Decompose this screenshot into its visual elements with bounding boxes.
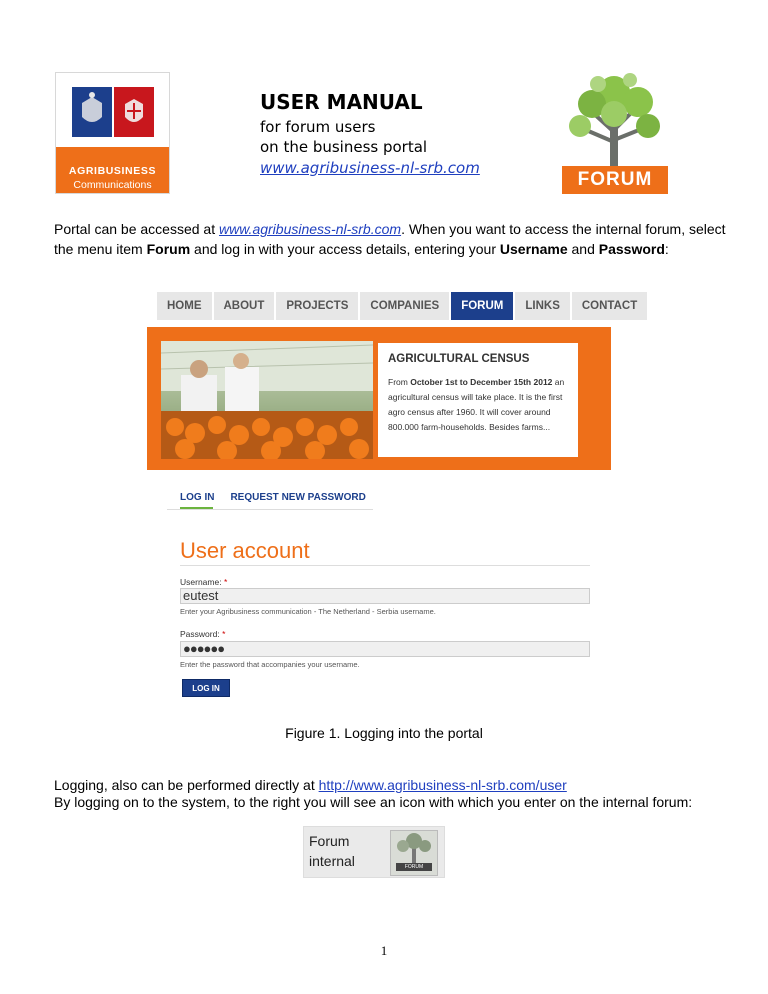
- user-account-title: User account: [180, 538, 310, 563]
- tabs-divider: [167, 509, 373, 510]
- username-input[interactable]: eutest: [180, 588, 590, 604]
- tree-icon: [552, 72, 668, 168]
- news-title: AGRICULTURAL CENSUS: [388, 353, 530, 365]
- document-title: USER MANUAL: [260, 90, 423, 114]
- nav-item-links[interactable]: LINKS: [515, 292, 570, 320]
- forum-internal-button[interactable]: [303, 826, 445, 878]
- figure-caption: Figure 1. Logging into the portal: [285, 725, 483, 741]
- intro-paragraph: Portal can be accessed at www.agribusiness-nl-srb.com. When you want to access the internal forum, select the menu item Forum and log in with your access details, entering your Username and Password:: [54, 221, 726, 257]
- direct-login-paragraph: Logging, also can be performed directly at http://www.agribusiness-nl-srb.com/user: [54, 777, 567, 793]
- forum-internal-label-1: Forum: [309, 833, 350, 849]
- forum-logo: [552, 72, 668, 194]
- forum-icon-badge: FORUM: [396, 863, 432, 871]
- portal-link[interactable]: www.agribusiness-nl-srb.com: [260, 159, 480, 177]
- serbia-coat-of-arms-icon: [114, 87, 154, 137]
- form-divider: [180, 565, 590, 566]
- username-label: Username: *: [180, 577, 228, 587]
- nav-item-forum[interactable]: FORUM: [451, 292, 513, 320]
- user-login-link[interactable]: http://www.agribusiness-nl-srb.com/user: [318, 777, 567, 793]
- logo-text-agribusiness: AGRIBUSINESS: [68, 165, 157, 177]
- logo-text-communications: Communications: [73, 179, 152, 191]
- login-tabs: [180, 492, 382, 503]
- password-input[interactable]: ●●●●●●: [180, 641, 590, 657]
- forum-tree-icon: [390, 830, 438, 876]
- username-help: Enter your Agribusiness communication - The Netherland - Serbia username.: [180, 607, 436, 616]
- intro-portal-link[interactable]: www.agribusiness-nl-srb.com: [219, 221, 402, 237]
- netherlands-coat-of-arms-icon: [72, 87, 112, 137]
- forum-internal-label-2: internal: [309, 853, 355, 869]
- password-help: Enter the password that accompanies your username.: [180, 660, 360, 669]
- tab-request-new-password[interactable]: REQUEST NEW PASSWORD: [230, 492, 366, 503]
- nav-item-companies[interactable]: COMPANIES: [360, 292, 449, 320]
- nav-item-about[interactable]: ABOUT: [214, 292, 275, 320]
- nav-item-contact[interactable]: CONTACT: [572, 292, 647, 320]
- news-card: [378, 343, 578, 457]
- nav-item-home[interactable]: HOME: [157, 292, 212, 320]
- document-subtitle-1: for forum users: [260, 118, 376, 136]
- page-number: 1: [380, 943, 388, 958]
- agribusiness-logo: [55, 72, 170, 194]
- nav-item-projects[interactable]: PROJECTS: [276, 292, 358, 320]
- tab-log-in[interactable]: LOG IN: [180, 492, 215, 503]
- greenhouse-photo: [161, 341, 373, 459]
- forum-icon-paragraph: By logging on to the system, to the right you will see an icon with which you enter on the internal forum:: [54, 794, 693, 810]
- password-label: Password: *: [180, 629, 226, 639]
- log-in-button[interactable]: LOG IN: [182, 679, 230, 697]
- news-text: From October 1st to December 15th 2012 an agricultural census will take place. It is the first agro census after 1960. It will cover around 800.000 farm-households. Besides farms...: [388, 377, 565, 432]
- portal-nav-bar: [157, 292, 638, 320]
- news-banner: [147, 327, 611, 470]
- forum-logo-label: FORUM: [562, 166, 668, 194]
- document-subtitle-2: on the business portal: [260, 138, 428, 156]
